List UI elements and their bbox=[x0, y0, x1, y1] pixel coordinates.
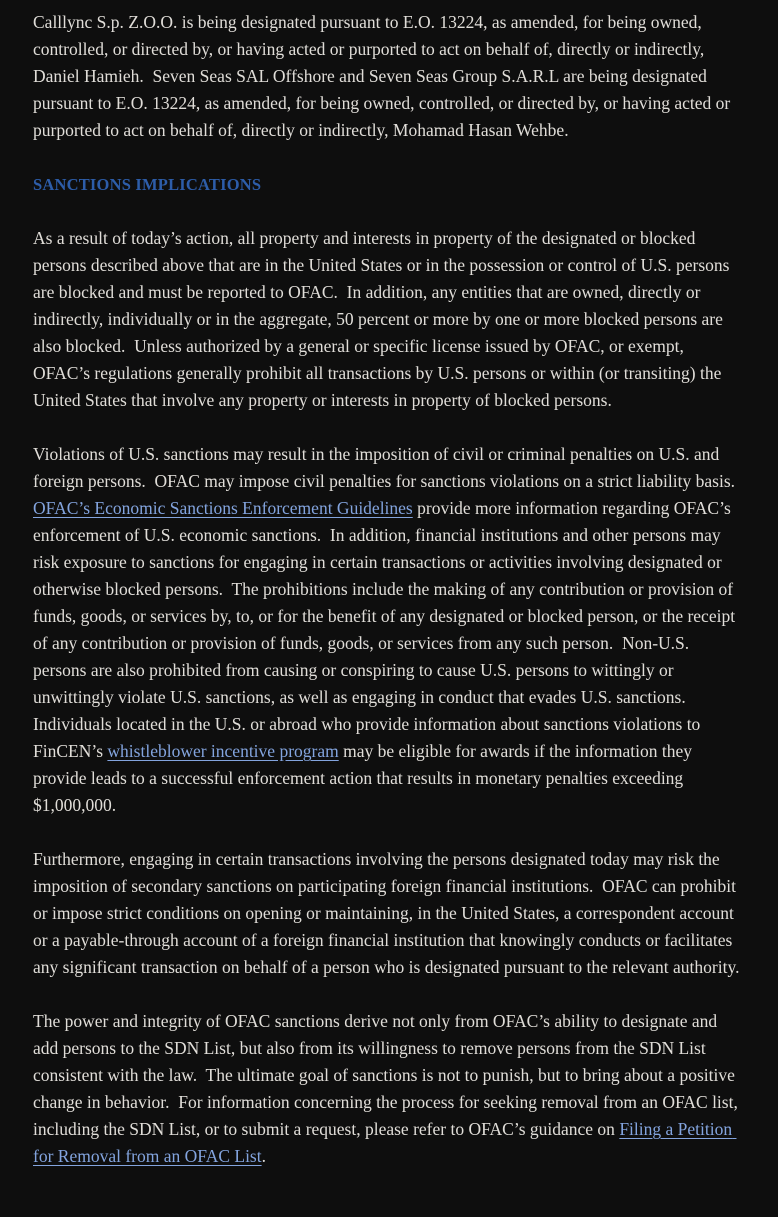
paragraph-sdn-removal bbox=[33, 1008, 744, 1170]
paragraph-text: As a result of today’s action, all property and interests in property of the designated or blocked persons described above that are in the United States or in the possession or control of U.S. persons are blocked and must be reported to OFAC. In addition, any entities that are owned, directly or indirectly, individually or in the aggregate, 50 percent or more by one or more blocked persons are also blocked. Unless authorized by a general or specific license issued by OFAC, or exempt, OFAC’s regulations generally prohibit all transactions by U.S. persons or within (or transiting) the United States that involve any property or interests in property of blocked persons. bbox=[33, 228, 734, 410]
link-petition-for-removal[interactable]: Filing a Petition for Removal from an OFAC List bbox=[33, 1119, 737, 1166]
link-enforcement-guidelines[interactable]: OFAC’s Economic Sanctions Enforcement Guidelines bbox=[33, 498, 413, 518]
paragraph-text: provide more information regarding OFAC’s enforcement of U.S. economic sanctions. In addition, financial institutions and other persons may risk exposure to sanctions for engaging in certain transactions or activities involving designated or otherwise blocked persons. The prohibitions include the making of any contribution or provision of funds, goods, or services by, to, or for the benefit of any designated or blocked person, or the receipt of any contribution or provision of funds, goods, or services from any such person. Non-U.S. persons are also prohibited from causing or conspiring to cause U.S. persons to wittingly or unwittingly violate U.S. sanctions, as well as engaging in conduct that evades U.S. sanctions. Individuals located in the U.S. or abroad who provide information about sanctions violations to FinCEN’s bbox=[33, 498, 740, 761]
paragraph-text: Violations of U.S. sanctions may result in the imposition of civil or criminal penalties on U.S. and foreign persons. OFAC may impose civil penalties for sanctions violations on a strict liability basis. bbox=[33, 444, 744, 491]
paragraph-secondary-sanctions bbox=[33, 846, 744, 981]
paragraph-designations bbox=[33, 9, 744, 144]
section-heading-sanctions-implications: SANCTIONS IMPLICATIONS bbox=[33, 175, 262, 194]
paragraph-text: Furthermore, engaging in certain transactions involving the persons designated today may risk the imposition of secondary sanctions on participating foreign financial institutions. OFAC can prohibit or impose strict conditions on opening or maintaining, in the United States, a correspondent account or a payable-through account of a foreign financial institution that knowingly conducts or facilitates any significant transaction on behalf of a person who is designated pursuant to the relevant authority. bbox=[33, 849, 741, 977]
paragraph-text: . bbox=[261, 1146, 266, 1166]
link-whistleblower-incentive-program[interactable]: whistleblower incentive program bbox=[107, 741, 339, 761]
paragraph-blocking-rules bbox=[33, 225, 744, 414]
paragraph-text: Calllync S.p. Z.O.O. is being designated pursuant to E.O. 13224, as amended, for being owned, controlled, or directed by, or having acted or purported to act on behalf of, directly or indirectly, Daniel Hamieh. Seven Seas SAL Offshore and Seven Seas Group S.A.R.L are being designated pursuant to E.O. 13224, as amended, for being owned, controlled, or directed by, or having acted or purported to act on behalf of, directly or indirectly, Mohamad Hasan Wehbe. bbox=[33, 12, 735, 140]
paragraph-text: may be eligible for awards if the information they provide leads to a successful enforcement action that results in monetary penalties exceeding $1,000,000. bbox=[33, 741, 697, 815]
paragraph-violations-penalties bbox=[33, 441, 744, 819]
paragraph-text: The power and integrity of OFAC sanctions derive not only from OFAC’s ability to designate and add persons to the SDN List, but also from its willingness to remove persons from the SDN List consistent with the law. The ultimate goal of sanctions is not to punish, but to bring about a positive change in behavior. For information concerning the process for seeking removal from an OFAC list, including the SDN List, or to submit a request, please refer to OFAC’s guidance on bbox=[33, 1011, 743, 1139]
